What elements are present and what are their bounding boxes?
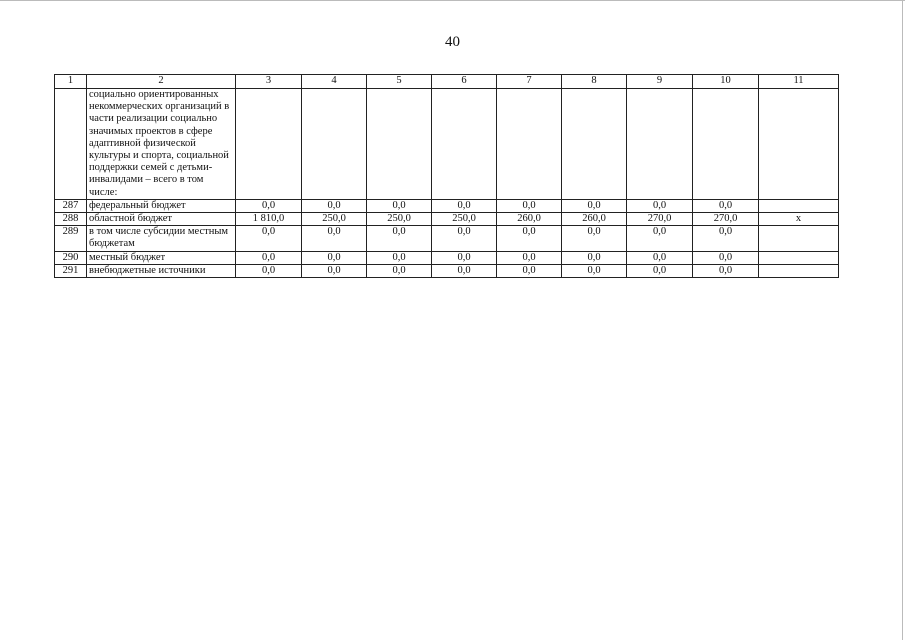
column-header: 7 — [497, 75, 562, 89]
note-cell — [759, 251, 839, 264]
value-cell: 0,0 — [497, 226, 562, 251]
column-header: 9 — [627, 75, 693, 89]
page-number: 40 — [445, 34, 460, 50]
note-cell — [759, 199, 839, 212]
value-cell: 0,0 — [562, 251, 627, 264]
value-cell — [497, 89, 562, 200]
column-header: 8 — [562, 75, 627, 89]
value-cell — [693, 89, 759, 200]
value-cell: 0,0 — [236, 226, 302, 251]
value-cell: 0,0 — [627, 226, 693, 251]
column-header: 6 — [432, 75, 497, 89]
value-cell: 0,0 — [432, 251, 497, 264]
value-cell: 0,0 — [562, 264, 627, 277]
row-name-cell: местный бюджет — [87, 251, 236, 264]
row-name-cell: областной бюджет — [87, 213, 236, 226]
value-cell: 0,0 — [562, 199, 627, 212]
value-cell: 0,0 — [302, 199, 367, 212]
value-cell: 0,0 — [367, 226, 432, 251]
row-name-cell: в том числе субсидии местным бюджетам — [87, 226, 236, 251]
note-cell — [759, 89, 839, 200]
value-cell — [367, 89, 432, 200]
value-cell: 0,0 — [497, 251, 562, 264]
table-row — [55, 251, 839, 264]
column-header: 2 — [87, 75, 236, 89]
value-cell — [627, 89, 693, 200]
value-cell: 0,0 — [497, 199, 562, 212]
value-cell: 0,0 — [497, 264, 562, 277]
value-cell — [236, 89, 302, 200]
note-cell — [759, 226, 839, 251]
value-cell: 0,0 — [432, 199, 497, 212]
value-cell: 270,0 — [627, 213, 693, 226]
row-name-cell: социально ориентированных некоммерческих организаций в части реализации социально значимых проектов в сфере адаптивной физической культуры и спорта, социальной поддержки семей с детьми-инвалидами – всего в том числе: — [87, 89, 236, 200]
note-cell: х — [759, 213, 839, 226]
row-code-cell — [55, 89, 87, 200]
header-row — [55, 75, 839, 89]
value-cell: 0,0 — [367, 264, 432, 277]
value-cell: 0,0 — [627, 199, 693, 212]
row-name-cell: федеральный бюджет — [87, 199, 236, 212]
column-header: 3 — [236, 75, 302, 89]
budget-table — [54, 74, 839, 278]
value-cell: 0,0 — [693, 251, 759, 264]
value-cell: 250,0 — [367, 213, 432, 226]
column-header: 11 — [759, 75, 839, 89]
value-cell: 0,0 — [562, 226, 627, 251]
value-cell: 260,0 — [562, 213, 627, 226]
row-name-cell: внебюджетные источники — [87, 264, 236, 277]
row-code-cell: 287 — [55, 199, 87, 212]
table-row — [55, 199, 839, 212]
value-cell — [302, 89, 367, 200]
value-cell: 0,0 — [693, 226, 759, 251]
value-cell: 0,0 — [236, 264, 302, 277]
column-header: 4 — [302, 75, 367, 89]
table-body — [55, 75, 839, 278]
value-cell: 0,0 — [432, 264, 497, 277]
column-header: 5 — [367, 75, 432, 89]
row-code-cell: 288 — [55, 213, 87, 226]
table-row — [55, 226, 839, 251]
row-code-cell: 289 — [55, 226, 87, 251]
value-cell: 0,0 — [367, 199, 432, 212]
value-cell: 0,0 — [367, 251, 432, 264]
value-cell: 250,0 — [302, 213, 367, 226]
value-cell: 1 810,0 — [236, 213, 302, 226]
value-cell: 0,0 — [302, 264, 367, 277]
value-cell: 270,0 — [693, 213, 759, 226]
value-cell — [562, 89, 627, 200]
column-header: 1 — [55, 75, 87, 89]
value-cell: 0,0 — [302, 251, 367, 264]
value-cell: 0,0 — [627, 251, 693, 264]
value-cell: 0,0 — [302, 226, 367, 251]
table-row — [55, 213, 839, 226]
note-cell — [759, 264, 839, 277]
value-cell: 0,0 — [236, 199, 302, 212]
value-cell: 250,0 — [432, 213, 497, 226]
table-row — [55, 264, 839, 277]
value-cell — [432, 89, 497, 200]
column-header: 10 — [693, 75, 759, 89]
value-cell: 0,0 — [432, 226, 497, 251]
row-code-cell: 291 — [55, 264, 87, 277]
value-cell: 0,0 — [627, 264, 693, 277]
value-cell: 260,0 — [497, 213, 562, 226]
value-cell: 0,0 — [693, 264, 759, 277]
value-cell: 0,0 — [236, 251, 302, 264]
scan-edge-line-top — [0, 0, 905, 1]
scan-edge-line-right — [902, 0, 903, 640]
table-row — [55, 89, 839, 200]
row-code-cell: 290 — [55, 251, 87, 264]
value-cell: 0,0 — [693, 199, 759, 212]
